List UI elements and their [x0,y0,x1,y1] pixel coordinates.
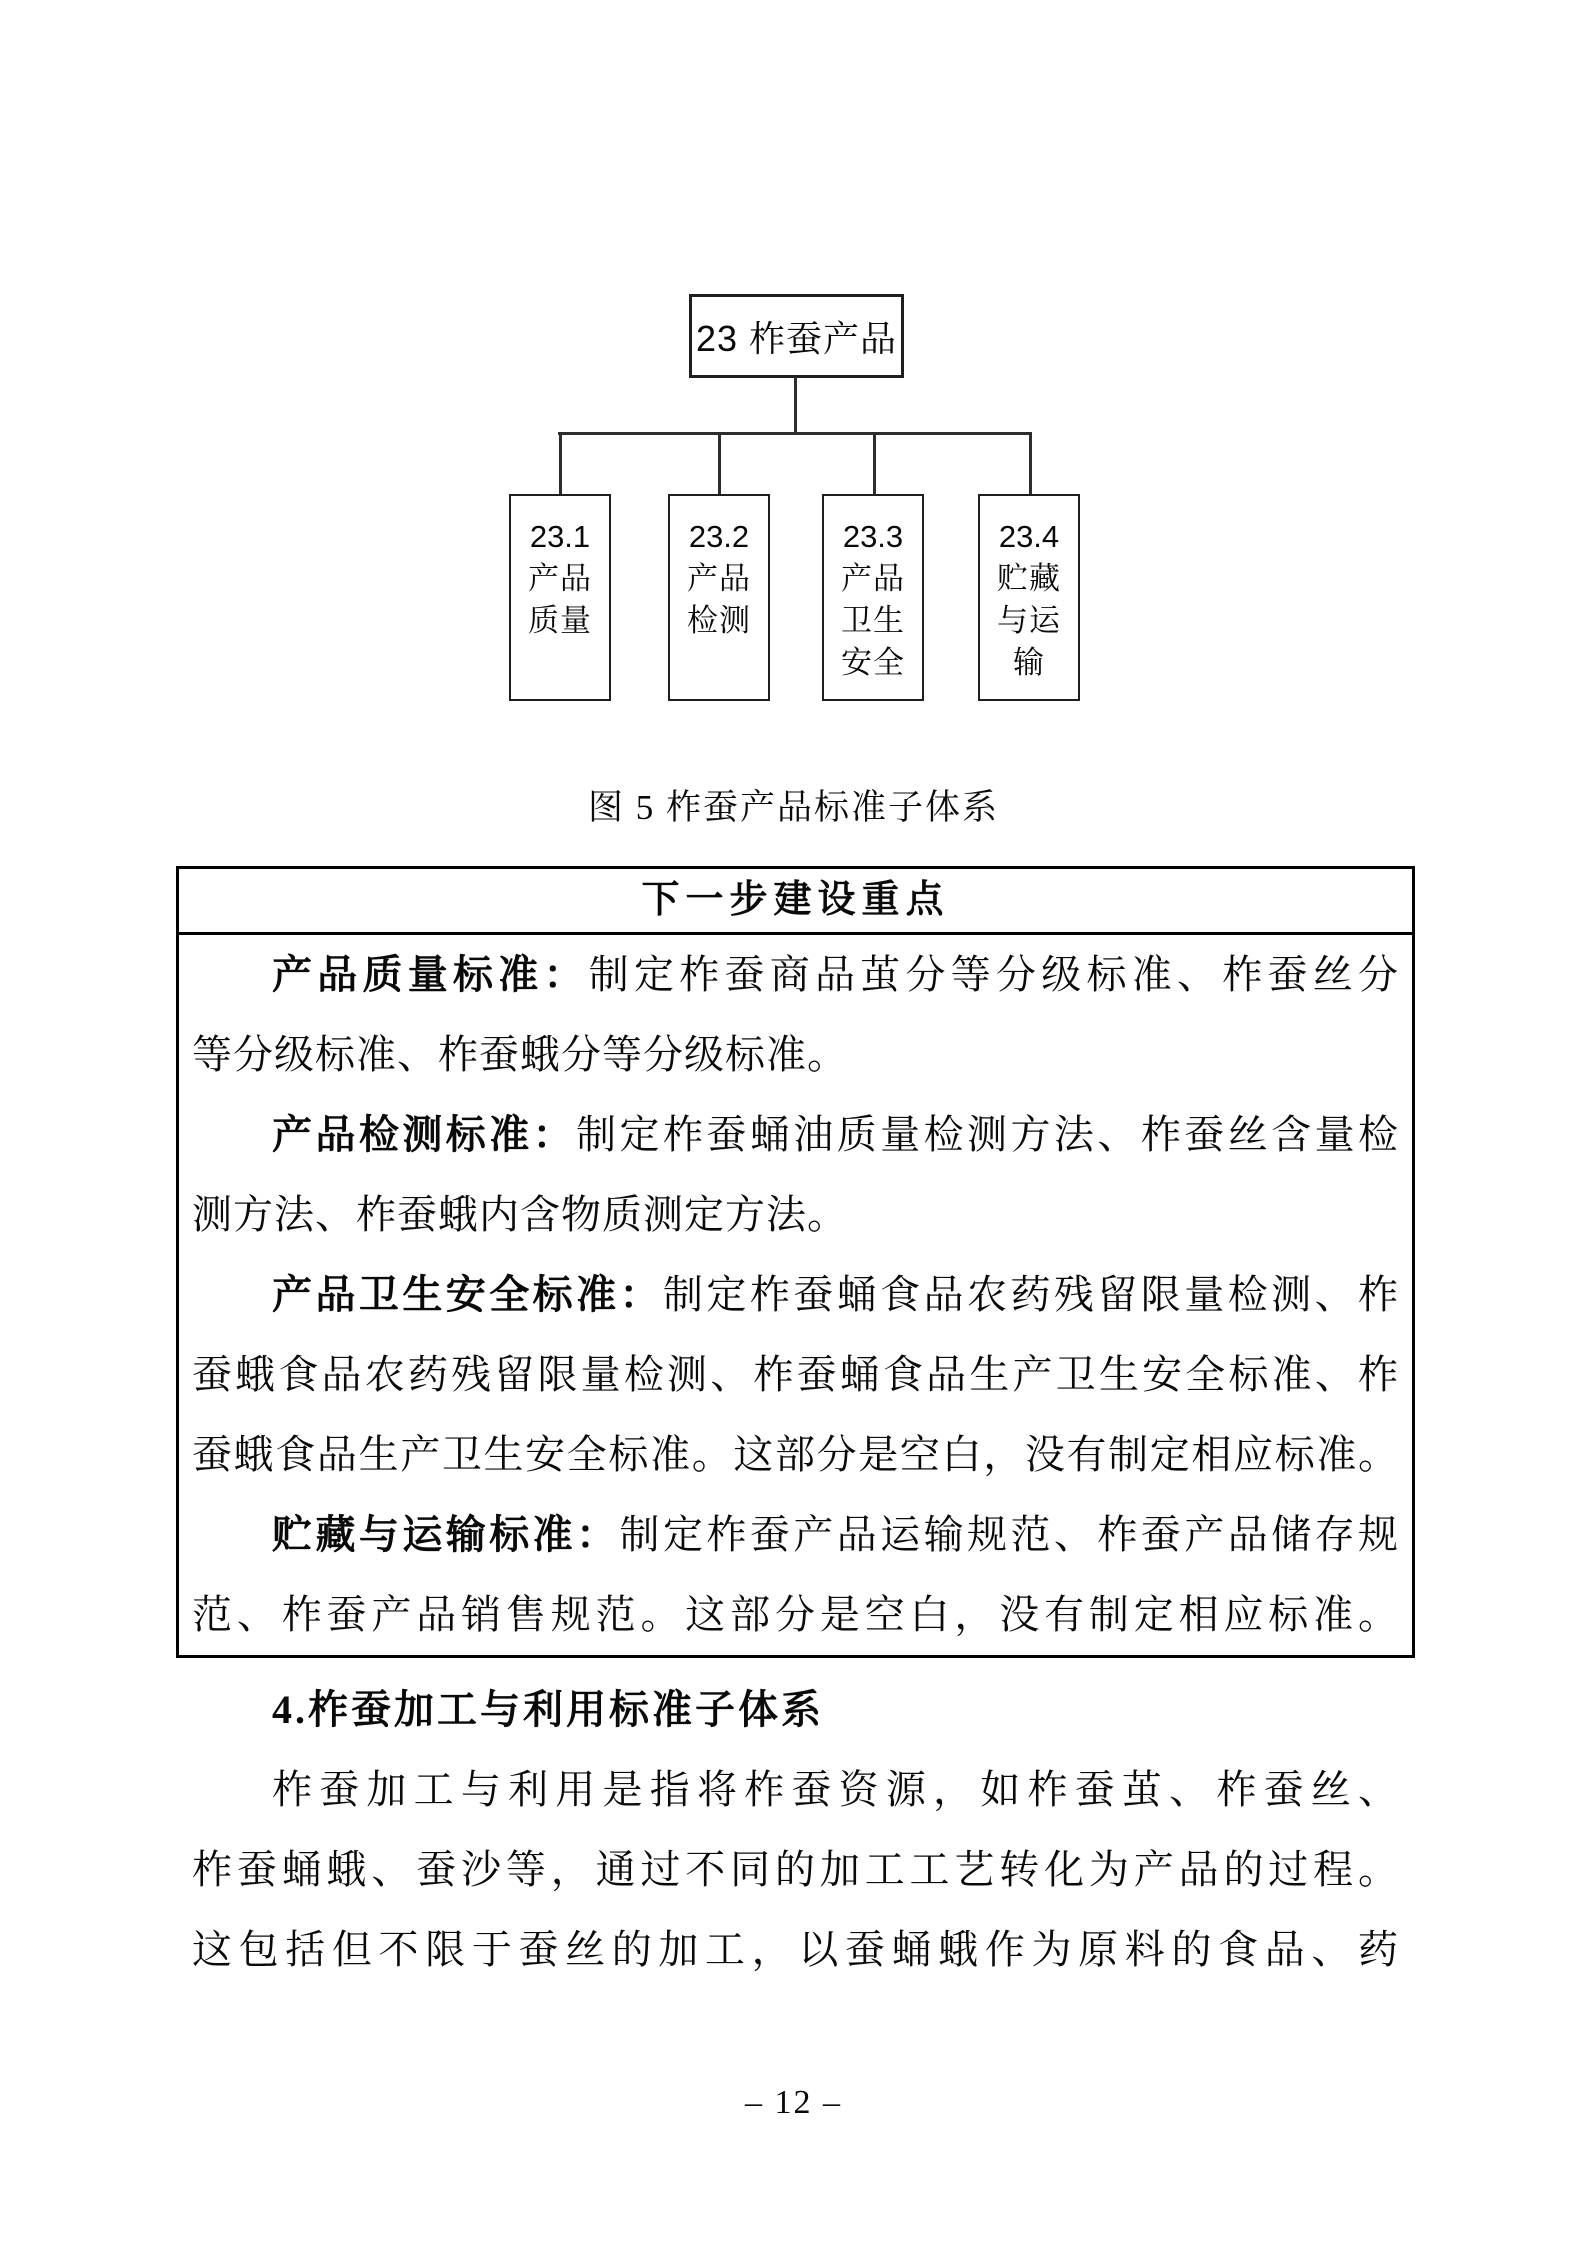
org-chart-node-23-3 [822,494,924,701]
connector-drop [1029,434,1032,494]
org-chart-node-23-1 [509,494,611,701]
panel-line [192,1175,1399,1255]
body-line: 这包括但不限于蚕丝的加工，以蚕蛹蛾作为原料的食品、药 [192,1927,1399,1972]
panel-line [192,1015,1399,1095]
section-heading: 4.柞蚕加工与利用标准子体系 [272,1687,824,1732]
panel-line-text: 蚕蛾食品生产卫生安全标准。这部分是空白，没有制定相应标准。 [192,1432,1399,1477]
panel-line [192,1095,1399,1175]
panel-line [192,935,1399,1015]
panel-line-text: 制定柞蚕商品茧分等分级标准、柞蚕丝分 [588,952,1399,997]
panel-line [192,1495,1399,1575]
node-label: 贮藏与运输 [997,561,1061,680]
figure-caption: 图 5 柞蚕产品标准子体系 [587,788,999,827]
org-chart-root-node [689,294,904,378]
node-id: 23.3 [842,519,904,554]
root-node-label: 23 柞蚕产品 [695,317,898,359]
panel-line-lead: 产品检测标准： [272,1112,577,1157]
panel-body [179,935,1412,1655]
panel-line-text: 等分级标准、柞蚕蛾分等分级标准。 [192,1032,848,1077]
page-number: – 12 – [745,2084,842,2121]
panel-title: 下一步建设重点 [179,869,1412,935]
org-chart-node-23-4 [978,494,1080,701]
panel-line [192,1255,1399,1335]
section-4 [192,1658,1399,1990]
node-label: 产品检测 [687,561,751,638]
panel-line-text: 制定柞蚕蛹食品农药残留限量检测、柞 [662,1272,1400,1317]
panel-line-text: 制定柞蚕蛹油质量检测方法、柞蚕丝含量检 [576,1112,1400,1157]
focus-panel [176,866,1415,1658]
node-id: 23.1 [529,519,591,554]
panel-line-lead: 产品质量标准： [272,952,589,997]
connector-drop [873,434,876,494]
node-label: 产品质量 [528,561,592,638]
connector-bar [558,432,1032,435]
org-chart [0,0,1587,780]
org-chart-node-23-2 [668,494,770,701]
body-line: 柞蚕加工与利用是指将柞蚕资源，如柞蚕茧、柞蚕丝、 [272,1767,1399,1812]
connector-drop [559,434,562,494]
node-id: 23.2 [688,519,750,554]
node-label: 产品卫生安全 [841,561,905,680]
panel-line [192,1415,1399,1495]
panel-line-lead: 产品卫生安全标准： [272,1272,663,1317]
panel-line-text: 制定柞蚕产品运输规范、柞蚕产品储存规 [619,1512,1400,1557]
connector-stem [794,377,797,434]
panel-line [192,1335,1399,1415]
panel-line-text: 测方法、柞蚕蛾内含物质测定方法。 [192,1192,848,1237]
panel-line [192,1575,1399,1655]
node-id: 23.4 [998,519,1060,554]
panel-line-lead: 贮藏与运输标准： [272,1512,620,1557]
panel-line-text: 范、柞蚕产品销售规范。这部分是空白，没有制定相应标准。 [192,1592,1399,1637]
body-line: 柞蚕蛹蛾、蚕沙等，通过不同的加工工艺转化为产品的过程。 [192,1847,1399,1892]
panel-line-text: 蚕蛾食品农药残留限量检测、柞蚕蛹食品生产卫生安全标准、柞 [192,1352,1399,1397]
connector-drop [718,434,721,494]
